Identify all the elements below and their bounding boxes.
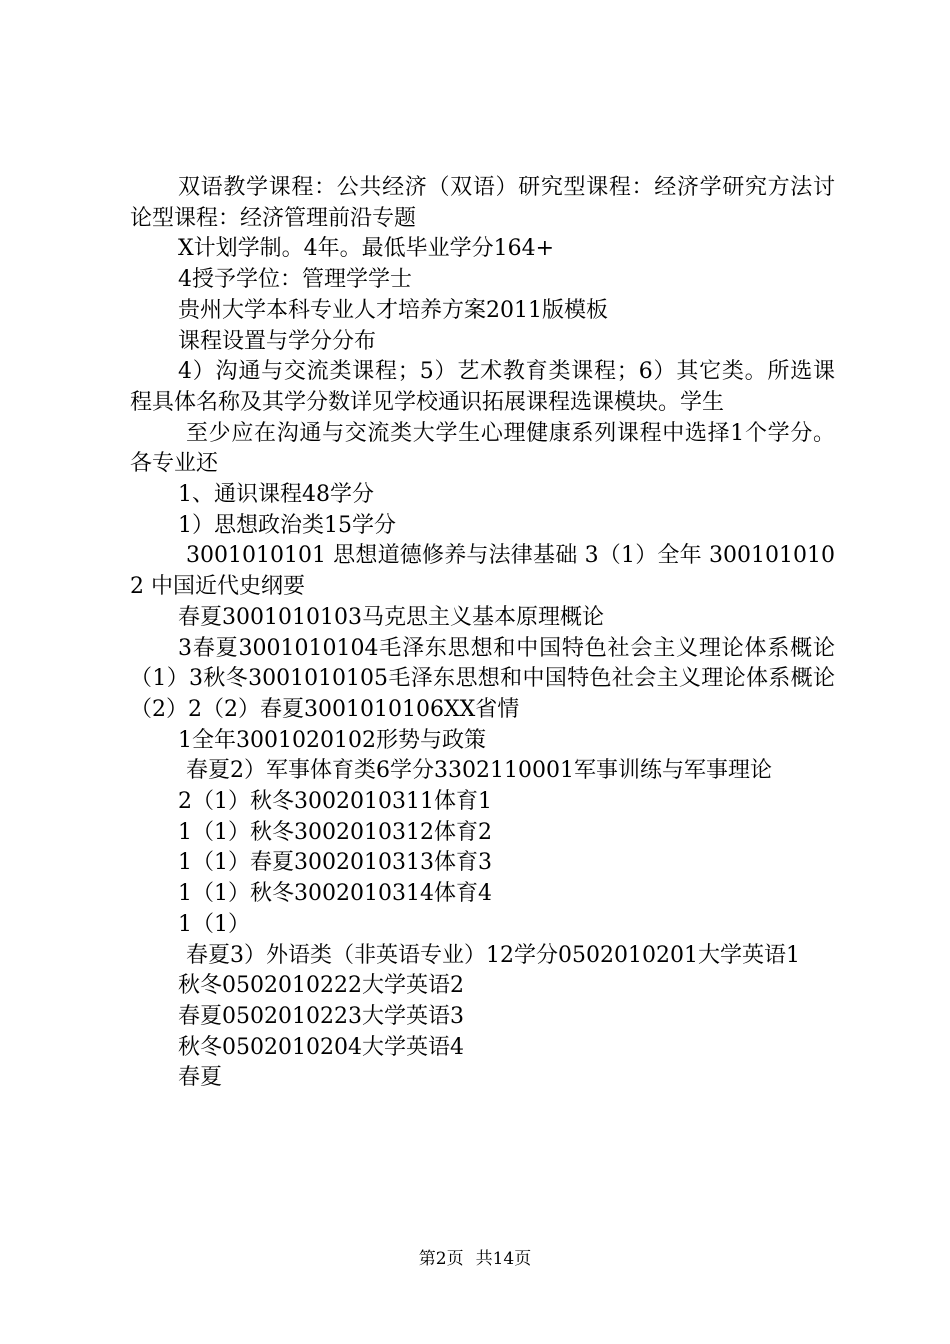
paragraph: 秋冬0502010204大学英语4	[178, 1034, 464, 1060]
paragraph: 3001010101 思想道德修养与法律基础 3（1）全年 3001010102 中国近代史纲要	[130, 543, 835, 600]
paragraph: 秋冬0502010222大学英语2	[178, 973, 464, 999]
page-number: 第2页	[418, 1249, 464, 1269]
paragraph: 1（1）春夏3002010313体育3	[178, 850, 492, 876]
paragraph: 2（1）秋冬3002010311体育1	[178, 789, 492, 815]
paragraph: 春夏3）外语类（非英语专业）12学分0502010201大学英语1	[186, 942, 800, 968]
document-body	[130, 173, 835, 1094]
paragraph: 春夏2）军事体育类6学分3302110001军事训练与军事理论	[186, 758, 772, 784]
page-footer	[0, 1244, 950, 1269]
paragraph: 3春夏3001010104毛泽东思想和中国特色社会主义理论体系概论（1）3秋冬3001010105毛泽东思想和中国特色社会主义理论体系概论（2）2（2）春夏3001010106XX省情	[130, 635, 835, 722]
paragraph: 贵州大学本科专业人才培养方案2011版模板	[178, 297, 608, 323]
page-total: 共14页	[475, 1249, 532, 1269]
paragraph: 1全年3001020102形势与政策	[178, 727, 486, 753]
paragraph: 至少应在沟通与交流类大学生心理健康系列课程中选择1个学分。各专业还	[130, 420, 835, 477]
paragraph: X计划学制。4年。最低毕业学分164+	[178, 236, 555, 262]
paragraph: 课程设置与学分分布	[178, 328, 377, 354]
paragraph: 春夏0502010223大学英语3	[178, 1003, 464, 1029]
paragraph: 春夏3001010103马克思主义基本原理概论	[178, 604, 604, 630]
paragraph: 4）沟通与交流类课程；5）艺术教育类课程；6）其它类。所选课程具体名称及其学分数详见学校通识拓展课程选课模块。学生	[130, 359, 835, 415]
paragraph: 双语教学课程：公共经济（双语）研究型课程：经济学研究方法讨论型课程：经济管理前沿专题	[130, 175, 835, 231]
paragraph: 春夏	[178, 1065, 223, 1091]
paragraph: 1（1）	[178, 911, 250, 937]
paragraph: 1）思想政治类15学分	[178, 512, 396, 538]
paragraph: 1（1）秋冬3002010314体育4	[178, 881, 492, 907]
paragraph: 4授予学位：管理学学士	[178, 267, 412, 293]
paragraph: 1、通识课程48学分	[178, 482, 374, 508]
paragraph: 1（1）秋冬3002010312体育2	[178, 819, 492, 845]
